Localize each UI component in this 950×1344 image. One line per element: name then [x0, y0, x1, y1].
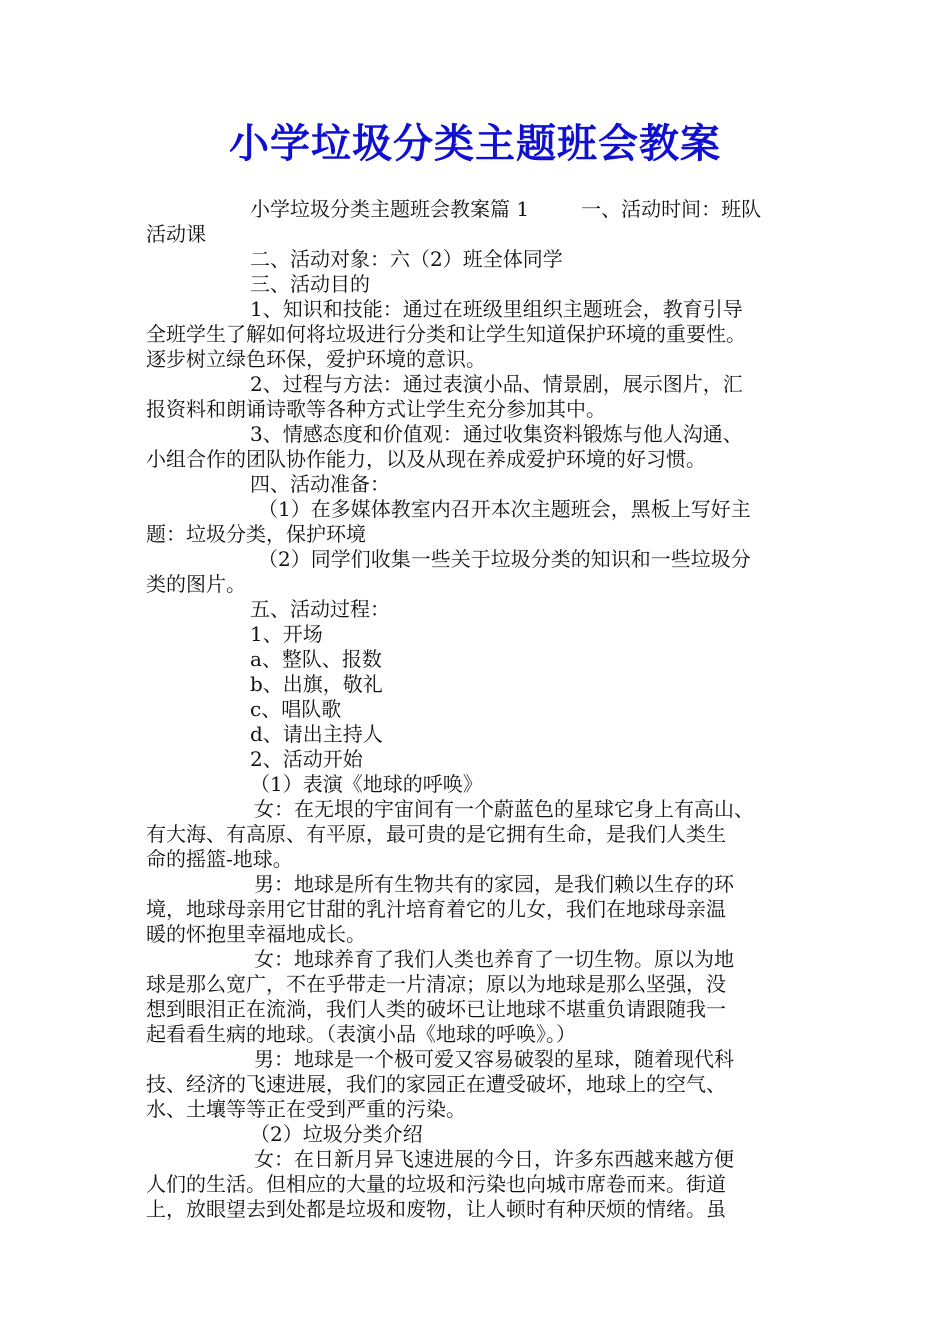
paragraph-line: 技、经济的飞速进展，我们的家园正在遭受破坏，地球上的空气、	[146, 1072, 726, 1096]
header-continuation	[146, 222, 826, 247]
paragraph	[146, 872, 826, 947]
paragraph	[146, 1047, 826, 1122]
paragraph	[146, 422, 826, 472]
paragraph	[146, 472, 826, 497]
paragraph-line: c、唱队歌	[250, 697, 342, 721]
paragraph-line: 暖的怀抱里幸福地成长。	[146, 922, 366, 946]
paragraph	[146, 947, 826, 1047]
paragraph-line: 水、土壤等等正在受到严重的污染。	[146, 1097, 466, 1121]
paragraph-line: 1、知识和技能：通过在班级里组织主题班会，教育引导	[250, 297, 743, 321]
paragraph	[146, 597, 826, 622]
paragraph-line: 起看看生病的地球。（表演小品《地球的呼唤》。）	[146, 1022, 576, 1046]
paragraph	[146, 1147, 826, 1222]
paragraph-line: 女：在无垠的宇宙间有一个蔚蓝色的星球它身上有高山、	[254, 797, 754, 821]
paragraph	[146, 547, 826, 597]
paragraph-line: 全班学生了解如何将垃圾进行分类和让学生知道保护环境的重要性。	[146, 322, 746, 346]
paragraph	[146, 772, 826, 797]
paragraph-line: 1、开场	[250, 622, 323, 646]
paragraph-line: 四、活动准备：	[250, 472, 390, 496]
paragraph	[146, 1122, 826, 1147]
paragraph	[146, 497, 826, 547]
paragraph-line: 女：在日新月异飞速进展的今日，许多东西越来越方便	[254, 1147, 734, 1171]
paragraph-line: （2）垃圾分类介绍	[250, 1122, 423, 1146]
paragraph-line: 女：地球养育了我们人类也养育了一切生物。原以为地	[254, 947, 734, 971]
header-line-2: 活动课	[146, 222, 206, 246]
document-title: 小学垃圾分类主题班会教案	[229, 121, 721, 167]
section-heading: 小学垃圾分类主题班会教案篇 1	[250, 197, 530, 221]
paragraph	[146, 297, 826, 372]
paragraph-line: 五、活动过程：	[250, 597, 390, 621]
paragraph	[146, 372, 826, 422]
paragraph	[146, 697, 826, 722]
paragraph	[146, 272, 826, 297]
paragraph-line: 上，放眼望去到处都是垃圾和废物，让人顿时有种厌烦的情绪。虽	[146, 1197, 726, 1221]
paragraph	[146, 247, 826, 272]
paragraph	[146, 647, 826, 672]
paragraph-line: 有大海、有高原、有平原，最可贵的是它拥有生命，是我们人类生	[146, 822, 726, 846]
paragraph-line: 类的图片。	[146, 572, 246, 596]
paragraph-line: 小组合作的团队协作能力，以及从现在养成爱护环境的好习惯。	[146, 447, 706, 471]
paragraph-line: 二、活动对象：六（2）班全体同学	[250, 247, 563, 271]
paragraph-line: d、请出主持人	[250, 722, 383, 746]
paragraph-line: 报资料和朗诵诗歌等各种方式让学生充分参加其中。	[146, 397, 606, 421]
paragraph	[146, 622, 826, 647]
paragraph-line: 境，地球母亲用它甘甜的乳汁培育着它的儿女，我们在地球母亲温	[146, 897, 726, 921]
paragraph-line: 题：垃圾分类，保护环境	[146, 522, 366, 546]
paragraph-line: 想到眼泪正在流淌，我们人类的破坏已让地球不堪重负请跟随我一	[146, 997, 726, 1021]
paragraph-line: 男：地球是一个极可爱又容易破裂的星球，随着现代科	[254, 1047, 734, 1071]
paragraph-line: 3、情感态度和价值观：通过收集资料锻炼与他人沟通、	[250, 422, 743, 446]
paragraph-line: 球是那么宽广，不在乎带走一片清凉；原以为地球是那么坚强，没	[146, 972, 726, 996]
paragraph-line: 三、活动目的	[250, 272, 370, 296]
paragraph-line: （1）表演《地球的呼唤》	[250, 772, 483, 796]
paragraph-line: 命的摇篮-地球。	[146, 847, 293, 871]
paragraph-line: 逐步树立绿色环保，爱护环境的意识。	[146, 347, 486, 371]
paragraph-line: 2、活动开始	[250, 747, 363, 771]
paragraph-line: （1）在多媒体教室内召开本次主题班会，黑板上写好主	[258, 497, 751, 521]
paragraph	[146, 722, 826, 747]
header-paragraph	[146, 197, 826, 222]
document-body	[146, 197, 826, 1222]
paragraph	[146, 672, 826, 697]
paragraph-line: b、出旗，敬礼	[250, 672, 383, 696]
paragraph-line: （2）同学们收集一些关于垃圾分类的知识和一些垃圾分	[258, 547, 751, 571]
activity-time-label: 一、活动时间：班队	[581, 197, 762, 221]
paragraph-line: 人们的生活。但相应的大量的垃圾和污染也向城市席卷而来。街道	[146, 1172, 726, 1196]
paragraph	[146, 747, 826, 772]
paragraph	[146, 797, 826, 872]
header-line	[250, 197, 826, 222]
paragraph-line: 男：地球是所有生物共有的家园，是我们赖以生存的环	[254, 872, 734, 896]
paragraph-line: a、整队、报数	[250, 647, 382, 671]
paragraph-line: 2、过程与方法：通过表演小品、情景剧，展示图片，汇	[250, 372, 743, 396]
